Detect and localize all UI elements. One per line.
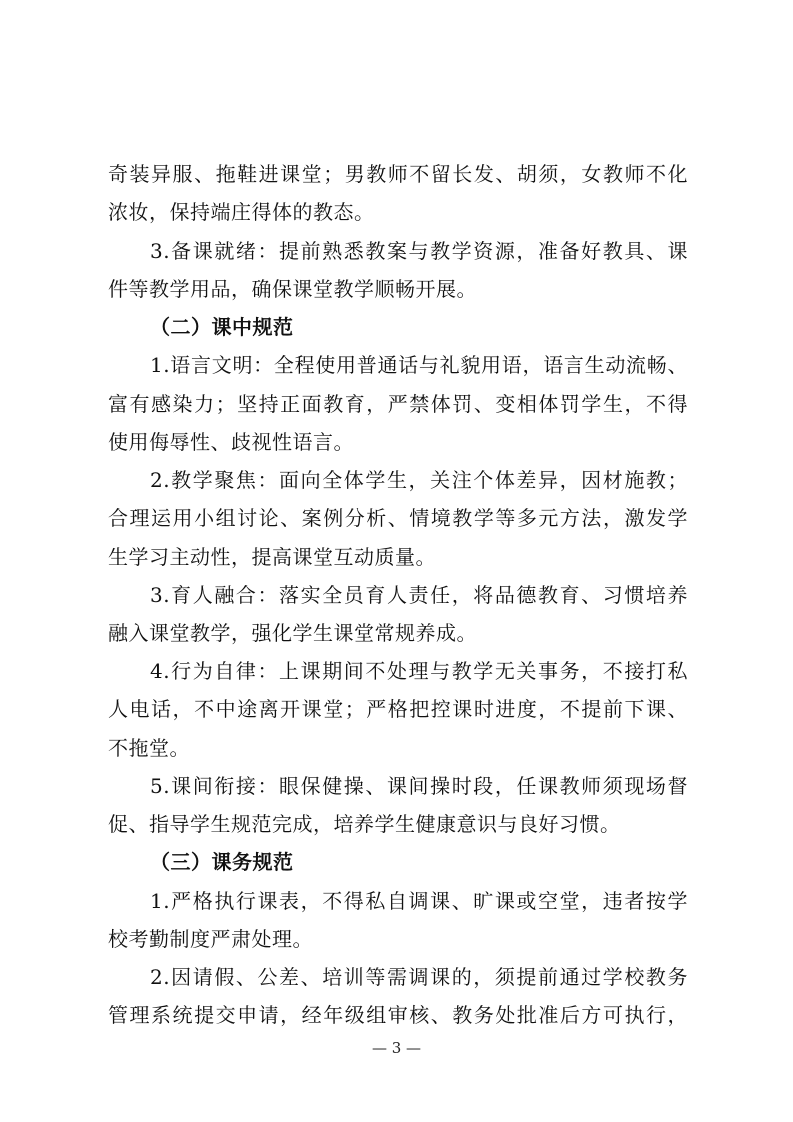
body-line: 管理系统提交申请，经年级组审核、教务处批准后方可执行， <box>108 1003 688 1027</box>
body-line: 生学习主动性，提高课堂互动质量。 <box>108 545 436 569</box>
body-line: 件等教学用品，确保课堂教学顺畅开展。 <box>108 277 477 301</box>
body-line: 4.行为自律：上课期间不处理与教学无关事务，不接打私 <box>150 659 688 683</box>
body-line: 奇装异服、拖鞋进课堂；男教师不留长发、胡须，女教师不化 <box>108 162 688 186</box>
body-line: 促、指导学生规范完成，培养学生健康意识与良好习惯。 <box>108 812 621 836</box>
body-line: 2.教学聚焦：面向全体学生，关注个体差异，因材施教； <box>150 468 688 492</box>
body-line: 富有感染力；坚持正面教育，严禁体罚、变相体罚学生，不得 <box>108 392 688 416</box>
section-heading-in-class: （二）课中规范 <box>150 315 294 339</box>
body-line: 5.课间衔接：眼保健操、课间操时段，任课教师须现场督 <box>150 774 688 798</box>
body-line: 人电话，不中途离开课堂；严格把控课时进度，不提前下课、 <box>108 697 688 721</box>
body-line: 2.因请假、公差、培训等需调课的，须提前通过学校教务 <box>150 965 688 989</box>
section-heading-coursework: （三）课务规范 <box>150 850 294 874</box>
page-number: — 3 — <box>371 1039 422 1057</box>
body-line: 1.严格执行课表，不得私自调课、旷课或空堂，违者按学 <box>150 889 688 913</box>
body-line: 不拖堂。 <box>108 736 190 760</box>
body-line: 使用侮辱性、歧视性语言。 <box>108 430 354 454</box>
body-line: 1.语言文明：全程使用普通话与礼貌用语，语言生动流畅、 <box>150 353 688 377</box>
body-line: 3.备课就绪：提前熟悉教案与教学资源，准备好教具、课 <box>150 239 688 263</box>
body-line: 浓妆，保持端庄得体的教态。 <box>108 200 375 224</box>
body-line: 校考勤制度严肃处理。 <box>108 927 313 951</box>
body-line: 合理运用小组讨论、案例分析、情境教学等多元方法，激发学 <box>108 506 688 530</box>
body-line: 融入课堂教学，强化学生课堂常规养成。 <box>108 621 477 645</box>
body-line: 3.育人融合：落实全员育人责任，将品德教育、习惯培养 <box>150 583 688 607</box>
